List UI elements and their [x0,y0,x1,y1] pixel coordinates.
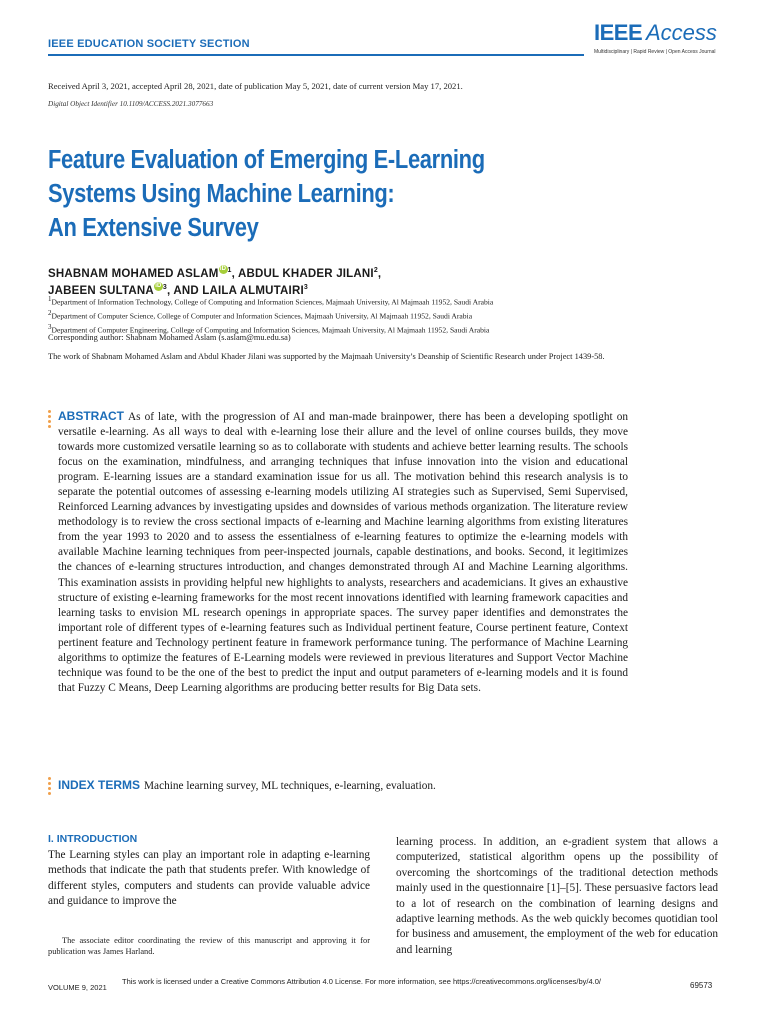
title-line: An Extensive Survey [48,214,259,242]
affiliation-line [48,294,668,308]
abstract-label: ABSTRACT [58,409,124,423]
paper-title [48,143,564,245]
affiliations [48,294,668,336]
right-column [396,835,718,958]
affiliation-number: 1 [48,295,52,303]
header-rule [48,54,584,56]
journal-logo [594,20,724,60]
author-name: SHABNAM MOHAMED ASLAM [48,267,219,280]
affiliation-number: 2 [48,309,52,318]
affiliation-marker: 2 [373,267,378,274]
title-line: Systems Using Machine Learning: [48,180,395,208]
author-name: , ABDUL KHADER JILANI [231,267,374,280]
index-terms-dot-marker [48,777,51,797]
logo-access-text: Access [646,20,717,45]
received-dates: Received April 3, 2021, accepted April 28, 2021, date of publication May 5, 2021, date of current version May 17, 2021. [48,81,463,91]
funding-note: The work of Shabnam Mohamed Aslam and Abdul Khader Jilani was supported by the Majmaah University’s Deanship of Scientific Research under Project 1439-58. [48,352,605,361]
index-terms-text: Machine learning survey, ML techniques, e-learning, evaluation. [144,780,436,792]
intro-paragraph-left: The Learning styles can play an important role in adapting e-learning methods that indicate the path that students prefer. With knowledge of different styles, computers and students can provide valuable advice and guidance to improve the [48,849,370,908]
section-heading-introduction: I. INTRODUCTION [48,833,138,845]
orcid-icon[interactable]: iD [219,266,227,272]
affiliation-text: Department of Computer Science, College of Computer and Information Sciences, Majmaah University, Al Majmaah 11952, Saudi Arabia [51,311,473,321]
author-separator: , [377,267,382,280]
logo-tagline: Multidisciplinary | Rapid Review | Open Access Journal [594,49,716,55]
doi-line: Digital Object Identifier 10.1109/ACCESS.2021.3077663 [48,100,214,108]
affiliation-line [48,308,668,322]
editor-footnote: The associate editor coordinating the review of this manuscript and approving it for publication was James Harland. [48,936,370,956]
index-terms [58,778,436,792]
abstract [58,409,628,696]
affiliation-text: Department of Information Technology, College of Computing and Information Sciences, Majmaah University, Al Majmaah 11952, Saudi Arabia [51,297,494,307]
affiliation-marker: 3 [303,284,308,292]
abstract-dot-marker [48,410,51,430]
logo-ieee-text: IEEE [594,20,643,45]
affiliation-number: 3 [48,323,52,332]
abstract-text: As of late, with the progression of AI and man-made brainpower, there has been a developing spotlight on versatile e-learning. As all ways to deal with e-learning lose their allure and the level of online courses builds, they move towards more customized versatile learning so as to collaborate with students and achieve better learning results. The schools focus on the examination, mindfulness, and arranging techniques that infuse innovation into the vision and educational program. E-learning issues are a standard examination issue for us all. The motivation behind this research analysis is to separate the potential outcomes of assessing e-learning models utilizing AI strategies such as Supervised, Semi Supervised, Reinforced Learning advances by investigating upsides and downsides of various methods organization. The literature review methodology is to review the cross sectional impacts of e-learning and Machine learning algorithms from existing literatures from the year 1993 to 2020 and to assess the essentialness of e-learning features to optimize the e-learning models with available Machine learning techniques from peer-inspected journals, capable destinations, and books. Second, it legitimizes the chances of e-learning structures introduction, and changes demonstrated through AI and Machine Learning algorithms. This examination assists in providing helpful new highlights to analysts, researchers and academicians. It gives an exhaustive structure of existing e-learning frameworks for the most recent innovations identified with learning framework capacities and learning tasks to envision ML research openings in appropriate spaces. The survey paper identifies and demonstrates the important role of different types of e-learning features such as Individual pertinent feature, Course pertinent feature, Context pertinent feature and Technology pertinent feature in framework performance tuning. The performance of Machine Learning algorithms to optimize the features of E-Learning models were reviewed in previous literatures and Support Vector Machine technique was found to be the one of the best to predict the input and output parameters of e-learning models and it is found that Fuzzy C Means, Deep Learning algorithms are producing better results for Big Data sets. [58,411,628,694]
section-label: IEEE EDUCATION SOCIETY SECTION [48,38,250,50]
title-line: Feature Evaluation of Emerging E-Learning [48,146,485,174]
footer-volume: VOLUME 9, 2021 [48,983,107,992]
footer-license[interactable]: This work is licensed under a Creative Commons Attribution 4.0 License. For more information, see https://creativecommons.org/licenses/by/4.0/ [122,977,601,986]
page-number: 69573 [690,981,713,990]
affiliation-marker: 1 [227,267,232,274]
author-name: JABEEN SULTANA [48,285,154,298]
intro-paragraph-right: learning process. In addition, an e-gradient system that allows a computerized, statistical algorithm opens up the possibility of overcoming the shortcomings of the traditional detection methods mainly used in the questionnaire [1]–[5]. These persuasive factors lead to a lot of research on the combination of learning designs and adaptive learning methods. As the web quickly becomes quotidian tool for business and amusement, the employment of the web for education and learning [396,836,718,956]
left-column [48,833,370,910]
index-terms-label: INDEX TERMS [58,778,141,792]
orcid-icon[interactable]: iD [155,283,162,290]
affiliation-marker: 3 [162,284,167,292]
corresponding-author: Corresponding author: Shabnam Mohamed Aslam (s.aslam@mu.edu.sa) [48,333,291,342]
author-name: , AND LAILA ALMUTAIRI [166,285,304,298]
affiliation-text: Department of Computer Engineering, College of Computing and Information Sciences, Majmaah University, Al Majmaah 11952, Saudi Arabia [51,325,490,335]
